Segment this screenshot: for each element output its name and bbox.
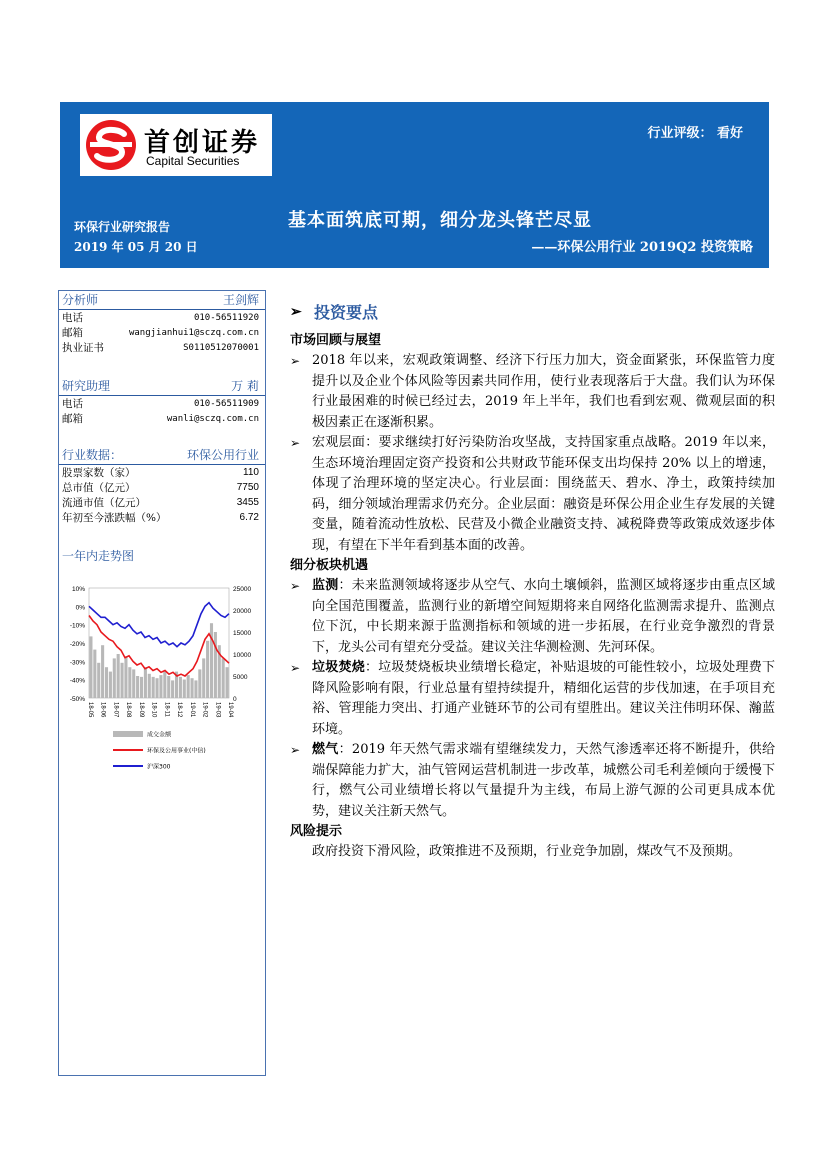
volume-bar: [113, 658, 116, 698]
right-tick-label: 5000: [233, 674, 248, 681]
list-item: [290, 740, 775, 822]
analyst-name: 王剑辉: [222, 293, 259, 307]
industry-row: [59, 480, 265, 495]
volume-bar: [152, 677, 155, 698]
waste-text: ：垃圾焚烧板块业绩增长稳定，补贴退坡的可能性较小，垃圾处理费下降风险影响有限，行业总量有望持续提升，精细化运营的步伐加速，在手项目充裕、管理能力突出、打通产业链环节的公司有望胜出。建议关注伟明环保、瀚蓝环境。: [312, 660, 775, 737]
row-value: 6.72: [239, 512, 259, 523]
market-review-heading: 市场回顾与展望: [290, 333, 382, 348]
monitoring-label: 监测: [312, 578, 339, 593]
x-tick-label: 19-02: [201, 702, 208, 718]
industry-row: [59, 510, 265, 525]
industry-data-header: [59, 446, 265, 465]
report-title: 基本面筑底可期，细分龙头锋芒尽显: [288, 210, 592, 231]
risk-heading: 风险提示: [290, 824, 343, 839]
volume-bar: [101, 645, 104, 698]
row-value: 3455: [236, 497, 259, 508]
row-key: 股票家数（家）: [62, 467, 136, 479]
volume-bar: [210, 623, 213, 698]
main-content: [290, 300, 775, 863]
legend-label: 成交金额: [147, 731, 172, 739]
capital-securities-logo-icon: [84, 118, 138, 172]
volume-bar: [136, 676, 139, 698]
volume-bar: [191, 678, 194, 698]
x-tick-label: 18-06: [99, 702, 106, 718]
waste-label: 垃圾焚烧: [312, 660, 365, 675]
volume-bar: [167, 676, 170, 698]
gas-text: ：2019 年天然气需求端有望继续发力，天然气渗透率还将不断提升，供给端保障能力扩大，油气管网运营机制进一步改革，城燃公司毛利差倾向于缓慢下行，燃气公司业绩增长将以气量提升为主线，布局上游气源的公司更具成本优势，建议关注新天然气。: [312, 742, 775, 819]
volume-bar: [109, 672, 112, 698]
x-tick-label: 18-05: [87, 702, 93, 718]
row-key: 电话: [62, 398, 83, 410]
volume-bar: [89, 636, 92, 698]
investment-highlights-title: [290, 300, 775, 323]
volume-bar: [206, 641, 209, 698]
industry-data-label: 行业数据：: [62, 448, 123, 462]
assistant-email-row: [59, 411, 265, 426]
chart-title: 一年内走势图: [62, 549, 135, 563]
volume-bar: [187, 675, 190, 698]
legend-swatch: [113, 731, 143, 737]
volume-bar: [140, 677, 143, 698]
x-tick-label: 18-10: [150, 702, 157, 718]
left-tick-label: -50%: [69, 696, 85, 703]
volume-bar: [124, 656, 127, 698]
x-tick-label: 18-09: [137, 702, 144, 718]
report-subtitle: ——环保公用行业 2019Q2 投资策略: [531, 240, 753, 255]
volume-bar: [97, 663, 100, 698]
row-value: 110: [243, 467, 259, 478]
row-key: 总市值（亿元）: [62, 482, 136, 494]
monitoring-text: ：未来监测领域将逐步从空气、水向土壤倾斜，监测区域将逐步由重点区域向全国范围覆盖，监测行业的新增空间短期将来自网络化监测需求提升、监测点位下沉，中长期来源于监测指标和领域的进一步拓展，在行业竞争激烈的背景下，龙头公司有望充分受益。建议关注华测检测、先河环保。: [312, 578, 775, 655]
volume-bar: [128, 667, 131, 698]
list-item: [290, 658, 775, 740]
row-value: wangjianhui1@sczq.com.cn: [128, 328, 259, 338]
legend-label: 环保及公用事业(中信): [147, 747, 206, 755]
volume-bar: [117, 654, 120, 698]
legend-label: 沪深300: [147, 763, 171, 771]
volume-bar: [144, 667, 147, 698]
analyst-email-row: [59, 325, 265, 340]
right-tick-label: 15000: [233, 630, 252, 637]
review-paragraph-2: 宏观层面：要求继续打好污染防治攻坚战，支持国家重点战略。2019 年以来，生态环境治理固定资产投资和公共财政节能环保支出均保持 20% 以上的增速，体现了治理环境的坚定决心。行业层面：围绕蓝天、碧水、净土，政策持续加码，细分领域治理需求仍充分。企业层面：融资是环保公用企业生存发展的关键变量，随着流动性放松、民营及小微企业融资支持、减税降费等政策成效逐步体现，有望在下半年看到基本面的改善。: [312, 435, 775, 553]
volume-bar: [183, 680, 186, 698]
row-key: 邮箱: [62, 327, 83, 339]
row-key: 电话: [62, 312, 83, 324]
x-tick-label: 18-08: [125, 702, 132, 718]
volume-bar: [159, 675, 162, 698]
analyst-phone-row: [59, 310, 265, 325]
report-type: 环保行业研究报告: [74, 220, 171, 234]
left-tick-label: -40%: [69, 677, 85, 685]
row-value: 7750: [236, 482, 259, 493]
risk-paragraph: 政府投资下滑风险，政策推进不及预期，行业竞争加剧，煤改气不及预期。: [312, 844, 742, 859]
volume-bar: [105, 667, 108, 698]
assistant-header: [59, 377, 265, 396]
volume-bar: [222, 658, 225, 698]
trend-chart: [59, 576, 263, 786]
left-tick-label: 0%: [75, 604, 85, 612]
analyst-label: 分析师: [62, 293, 99, 307]
assistant-phone-row: [59, 396, 265, 411]
x-tick-label: 19-01: [188, 702, 195, 718]
list-item: [290, 576, 775, 658]
list-item: [290, 351, 775, 433]
analyst-header: [59, 291, 265, 310]
arrow-bullet-icon: ➢: [290, 436, 301, 450]
report-header: [60, 102, 769, 268]
x-tick-label: 18-07: [112, 702, 119, 718]
right-tick-label: 25000: [233, 586, 252, 593]
arrow-bullet-icon: ➢: [290, 743, 301, 757]
row-value: S0110512070001: [183, 343, 259, 353]
row-key: 年初至今涨跌幅（%）: [62, 512, 167, 524]
row-key: 邮箱: [62, 413, 83, 425]
row-value: 010-56511909: [193, 399, 259, 409]
volume-bar: [148, 674, 151, 698]
volume-bar: [198, 669, 201, 698]
assistant-name: 万 莉: [231, 379, 259, 393]
volume-bar: [171, 680, 174, 698]
list-item: [290, 433, 775, 556]
logo-chinese: 首创证券: [144, 128, 261, 158]
left-tick-label: -30%: [69, 659, 85, 667]
right-tick-label: 20000: [233, 608, 252, 615]
industry-rating: 行业评级： 看好: [647, 126, 743, 141]
left-tick-label: -10%: [69, 622, 85, 630]
arrow-bullet-icon: ➢: [290, 661, 301, 675]
right-tick-label: 10000: [233, 652, 252, 659]
x-tick-label: 19-04: [227, 702, 233, 718]
row-key: 流通市值（亿元）: [62, 497, 146, 509]
volume-bar: [156, 678, 159, 698]
gas-paragraph: [312, 740, 775, 822]
industry-row: [59, 495, 265, 510]
company-logo: [80, 114, 272, 176]
sidebar-panel: [58, 290, 266, 1076]
x-tick-label: 18-11: [163, 702, 170, 717]
report-date: 2019 年 05 月 20 日: [74, 240, 198, 254]
left-tick-label: 10%: [71, 586, 85, 593]
arrow-bullet-icon: ➢: [290, 303, 302, 320]
volume-bar: [194, 680, 197, 698]
investment-title-text: 投资要点: [314, 303, 379, 322]
volume-bar: [226, 667, 229, 698]
monitoring-paragraph: [312, 576, 775, 658]
row-key: 执业证书: [62, 342, 104, 354]
industry-row: [59, 465, 265, 480]
volume-bar: [179, 677, 182, 698]
row-value: 010-56511920: [193, 313, 259, 323]
assistant-label: 研究助理: [62, 379, 111, 393]
right-tick-label: 0: [233, 696, 237, 703]
logo-english: Capital Securities: [146, 154, 240, 168]
x-tick-label: 19-03: [214, 702, 221, 718]
arrow-bullet-icon: ➢: [290, 354, 301, 368]
arrow-bullet-icon: ➢: [290, 579, 301, 593]
waste-paragraph: [312, 658, 775, 740]
gas-label: 燃气: [312, 742, 339, 757]
review-paragraph-1: 2018 年以来，宏观政策调整、经济下行压力加大，资金面紧张，环保监管力度提升以及企业个体风险等因素共同作用，使行业表现落后于大盘。我们认为环保行业最困难的时候已经过去，2019 年上半年，我们也看到宏观、微观层面的积极因素正在逐渐积累。: [312, 353, 775, 430]
volume-bar: [132, 669, 135, 698]
volume-bar: [93, 650, 96, 698]
volume-bar: [202, 658, 205, 698]
volume-bar: [163, 672, 166, 698]
sector-heading: 细分板块机遇: [290, 558, 369, 573]
x-tick-label: 18-12: [176, 702, 183, 718]
row-value: wanli@sczq.com.cn: [166, 414, 259, 424]
industry-name: 环保公用行业: [186, 448, 259, 462]
left-tick-label: -20%: [69, 641, 85, 648]
volume-bar: [121, 663, 124, 698]
volume-bar: [214, 632, 217, 698]
analyst-cert-row: [59, 340, 265, 355]
